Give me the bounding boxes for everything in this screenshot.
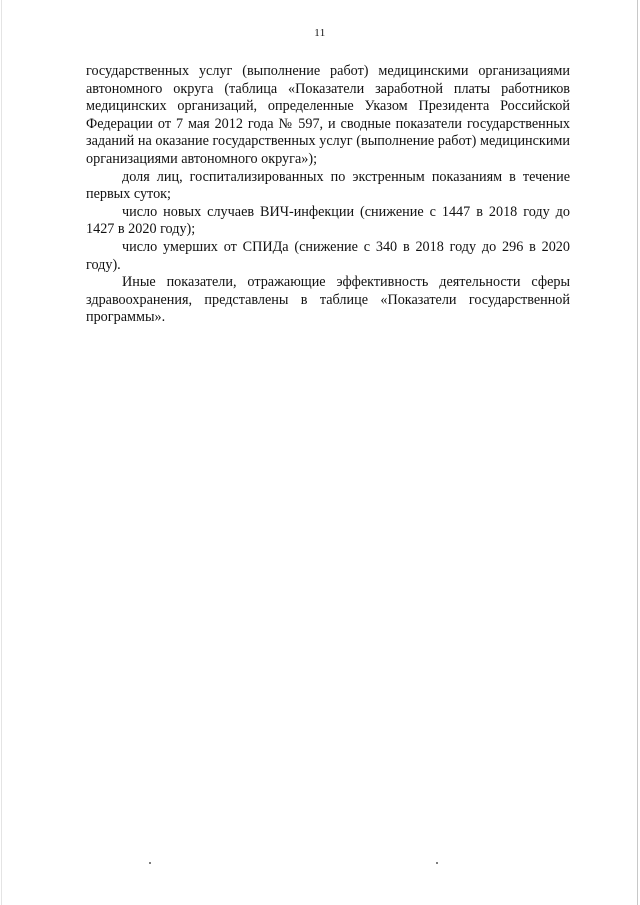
paragraph-aids-deaths: число умерших от СПИДа (снижение с 340 в 2018 году до 296 в 2020 году).	[86, 238, 570, 273]
scan-speck	[436, 862, 438, 864]
page-number: 11	[314, 27, 326, 39]
scan-edge-left	[1, 0, 2, 905]
paragraph-other-indicators: Иные показатели, отражающие эффективность деятельности сферы здравоохранения, представлены в таблице «Показатели государственной программы».	[86, 274, 570, 326]
scan-speck	[149, 862, 151, 864]
paragraph-continuation: государственных услуг (выполнение работ) медицинскими организациями автономного округа (таблица «Показатели заработной платы работников медицинских организаций, определенные Указом Президента Российской Федерации от 7 мая 2012 года № 597, и сводные показатели государственных заданий на оказание государственных услуг (выполнение работ) медицинскими организациями автономного округа»);	[86, 63, 570, 167]
paragraph-hiv-cases: число новых случаев ВИЧ-инфекции (снижение с 1447 в 2018 году до 1427 в 2020 году);	[86, 203, 570, 238]
scan-edge-right	[637, 0, 638, 905]
paragraph-hospitalization-share: доля лиц, госпитализированных по экстренным показаниям в течение первых суток;	[86, 168, 570, 203]
document-body	[86, 63, 570, 327]
